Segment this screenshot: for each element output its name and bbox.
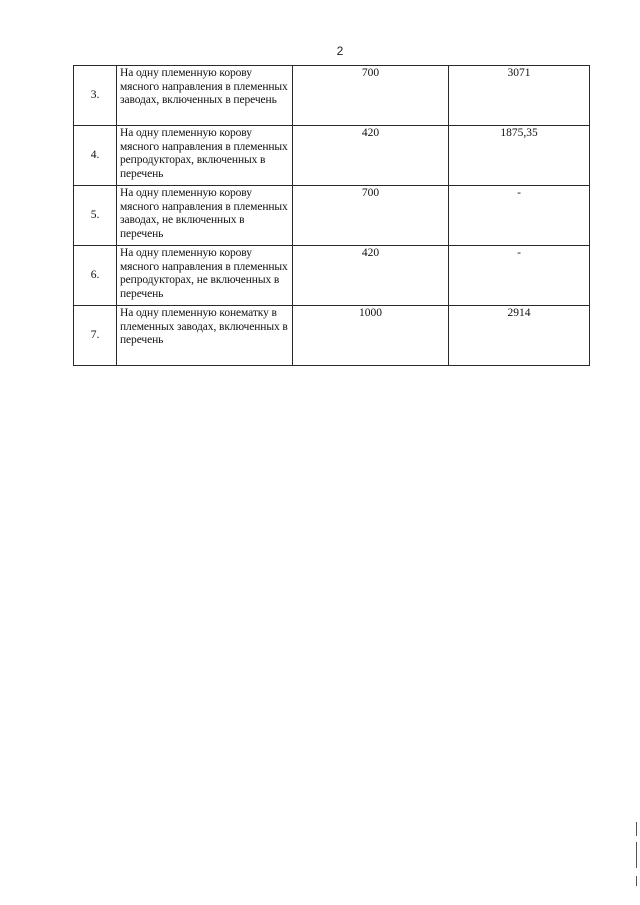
scan-edge-mark (636, 822, 637, 836)
table-row (74, 126, 590, 186)
row-value-1: 1000 (293, 306, 449, 366)
row-value-2: - (449, 246, 590, 306)
row-number: 3. (74, 66, 117, 126)
row-value-2: 3071 (449, 66, 590, 126)
row-description: На одну племенную корову мясного направления в племенных заводах, не включенных в перечень (117, 186, 293, 246)
row-value-1: 700 (293, 186, 449, 246)
table-row (74, 66, 590, 126)
table-row (74, 186, 590, 246)
row-number: 6. (74, 246, 117, 306)
row-value-1: 700 (293, 66, 449, 126)
subsidy-rate-table (73, 65, 590, 366)
row-description: На одну племенную корову мясного направления в племенных репродукторах, включенных в перечень (117, 126, 293, 186)
row-description: На одну племенную корову мясного направления в племенных репродукторах, не включенных в перечень (117, 246, 293, 306)
page-number: 2 (336, 44, 344, 58)
row-value-2: 1875,35 (449, 126, 590, 186)
row-description: На одну племенную корову мясного направления в племенных заводах, включенных в перечень (117, 66, 293, 126)
row-number: 5. (74, 186, 117, 246)
row-value-1: 420 (293, 126, 449, 186)
scan-edge-mark (636, 876, 637, 886)
row-value-2: - (449, 186, 590, 246)
row-description: На одну племенную конематку в племенных заводах, включенных в перечень (117, 306, 293, 366)
scan-edge-mark (636, 842, 637, 868)
table-row (74, 306, 590, 366)
row-value-2: 2914 (449, 306, 590, 366)
row-number: 7. (74, 306, 117, 366)
table-row (74, 246, 590, 306)
row-number: 4. (74, 126, 117, 186)
row-value-1: 420 (293, 246, 449, 306)
